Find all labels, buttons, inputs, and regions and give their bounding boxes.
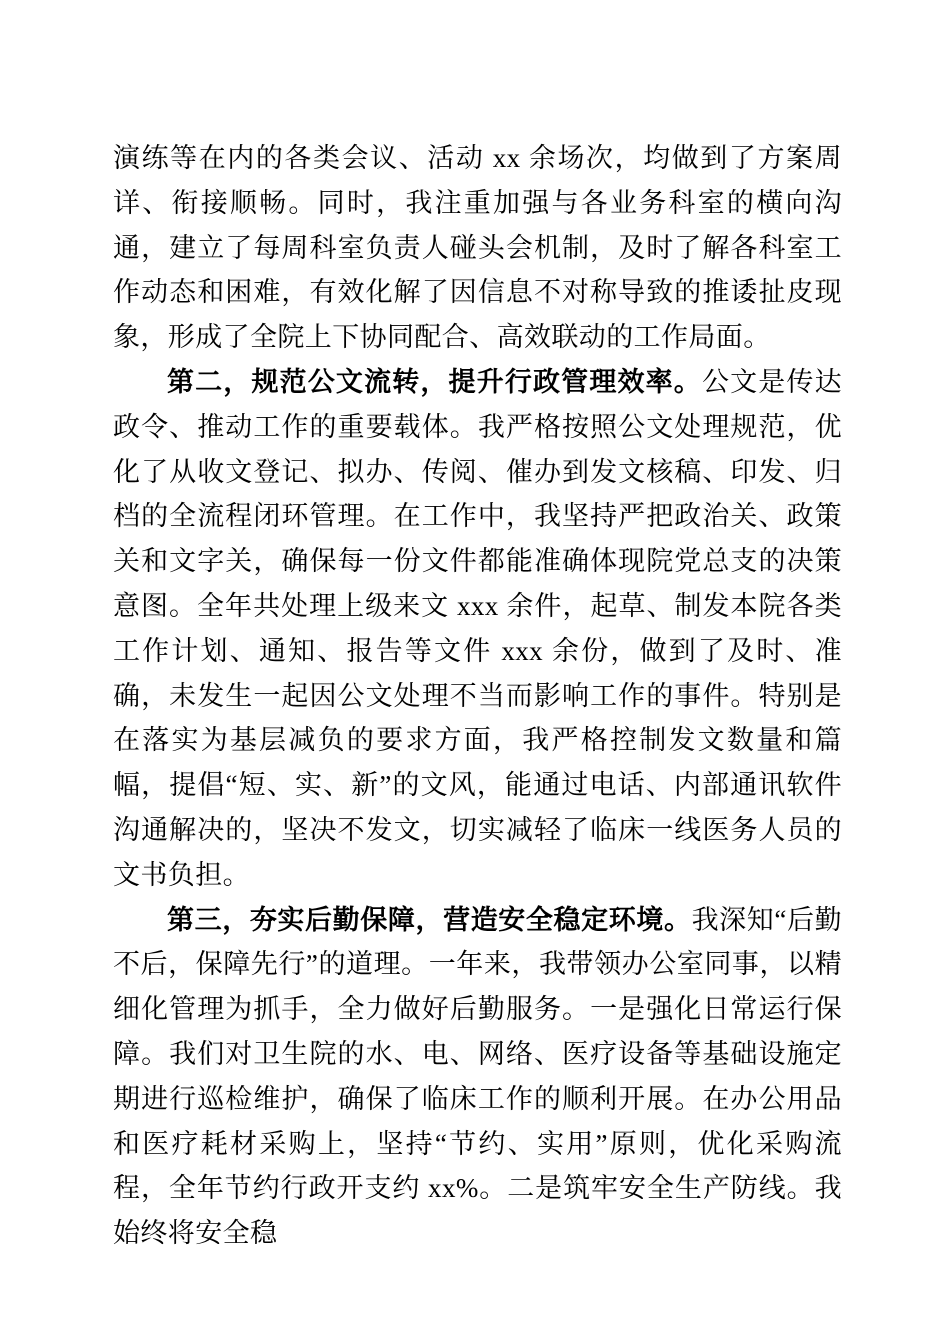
paragraph-body-text: 公文是传达政令、推动工作的重要载体。我严格按照公文处理规范，优化了从收文登记、拟办、传阅、催办到发文核稿、印发、归档的全流程闭环管理。在工作中，我坚持严把政治关、政策关和文字关，确保每一份文件都能准确体现院党总支的决策意图。全年共处理上级来文 xxx 余件，起草、制发本院各类工作计划、通知、报告等文件 xxx 余份，做到了及时、准确，未发生一起因公文处理不当而影响工作的事件。特别是在落实为基层减负的要求方面，我严格控制发文数量和篇幅，提倡“短、实、新”的文风，能通过电话、内部通讯软件沟通解决的，坚决不发文，切实减轻了临床一线医务人员的文书负担。 xyxy=(113,366,842,890)
paragraph xyxy=(113,136,842,360)
paragraph-lead-sentence-bold: 第二，规范公文流转，提升行政管理效率。 xyxy=(167,366,702,397)
paragraph-lead-sentence-bold: 第三，夯实后勤保障，营造安全稳定环境。 xyxy=(167,904,692,935)
paragraph xyxy=(113,360,842,898)
paragraph-body-text: 演练等在内的各类会议、活动 xx 余场次，均做到了方案周详、衔接顺畅。同时，我注重加强与各业务科室的横向沟通，建立了每周科室负责人碰头会机制，及时了解各科室工作动态和困难，有效化解了因信息不对称导致的推诿扯皮现象，形成了全院上下协同配合、高效联动的工作局面。 xyxy=(113,143,842,353)
paragraph xyxy=(113,898,842,1256)
paragraph-body-text: 我深知“后勤不后，保障先行”的道理。一年来，我带领办公室同事，以精细化管理为抓手，全力做好后勤服务。一是强化日常运行保障。我们对卫生院的水、电、网络、医疗设备等基础设施定期进行巡检维护，确保了临床工作的顺利开展。在办公用品和医疗耗材采购上，坚持“节约、实用”原则，优化采购流程，全年节约行政开支约 xx%。二是筑牢安全生产防线。我始终将安全稳 xyxy=(113,904,842,1249)
document-text-block xyxy=(113,136,842,1256)
